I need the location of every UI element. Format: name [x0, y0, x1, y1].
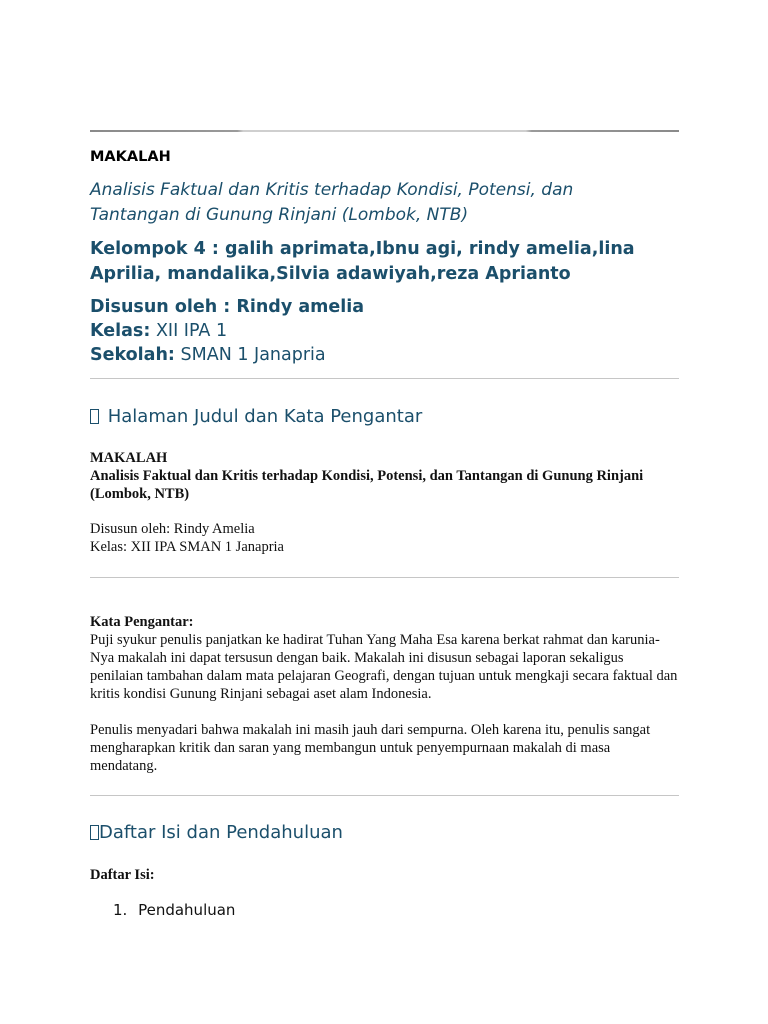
document-subtitle: Analisis Faktual dan Kritis terhadap Kondisi, Potensi, dan Tantangan di Gunung Rinjani (Lombok, NTB)	[90, 180, 574, 225]
missing-glyph-icon	[90, 409, 99, 424]
document-label: MAKALAH	[90, 149, 171, 165]
section-heading-toc	[90, 822, 690, 843]
preface-block	[90, 613, 678, 775]
author-text: Disusun oleh: Rindy Amelia	[90, 521, 255, 537]
preface-paragraph-1: Puji syukur penulis panjatkan ke hadirat Tuhan Yang Maha Esa karena berkat rahmat dan karunia-Nya makalah ini dapat tersusun dengan baik. Makalah ini disusun sebagai laporan sekaligus penilaian tambahan dalam mata pelajaran Geografi, dengan tujuan untuk mengkaji secara faktual dan kritis kondisi Gunung Rinjani sebagai aset alam Indonesia.	[90, 632, 678, 702]
list-text: Pendahuluan	[138, 901, 236, 919]
title-block	[90, 449, 680, 503]
list-item	[113, 901, 713, 919]
school-line	[90, 345, 690, 365]
preface-paragraph-2: Penulis menyadari bahwa makalah ini masih jauh dari sempurna. Oleh karena itu, penulis sangat mengharapkan kritik dan saran yang membangun untuk penyempurnaan makalah di masa mendatang.	[90, 722, 651, 774]
class-line	[90, 321, 690, 341]
title-label: MAKALAH	[90, 450, 168, 466]
divider	[90, 795, 679, 796]
missing-glyph-icon	[90, 825, 99, 840]
section-heading-title-page	[90, 406, 690, 427]
author-block	[90, 520, 690, 556]
school-value: SMAN 1 Janapria	[180, 345, 326, 365]
list-number: 1.	[113, 901, 128, 919]
author-line: Disusun oleh : Rindy amelia	[90, 297, 365, 317]
class-school-text: Kelas: XII IPA SMAN 1 Janapria	[90, 539, 284, 555]
section-heading-text: Halaman Judul dan Kata Pengantar	[107, 406, 423, 427]
preface-heading: Kata Pengantar:	[90, 614, 194, 630]
section-heading-text: Daftar Isi dan Pendahuluan	[99, 822, 343, 843]
class-value: XII IPA 1	[155, 321, 228, 341]
divider	[90, 378, 679, 379]
toc-label: Daftar Isi:	[90, 867, 155, 883]
title-text: Analisis Faktual dan Kritis terhadap Kondisi, Potensi, dan Tantangan di Gunung Rinjani (Lombok, NTB)	[90, 468, 644, 502]
top-divider	[90, 130, 679, 132]
school-label: Sekolah:	[90, 345, 175, 365]
class-label: Kelas:	[90, 321, 151, 341]
divider	[90, 577, 679, 578]
group-members: Kelompok 4 : galih aprimata,Ibnu agi, rindy amelia,lina Aprilia, mandalika,Silvia adawiyah,reza Aprianto	[90, 239, 635, 284]
